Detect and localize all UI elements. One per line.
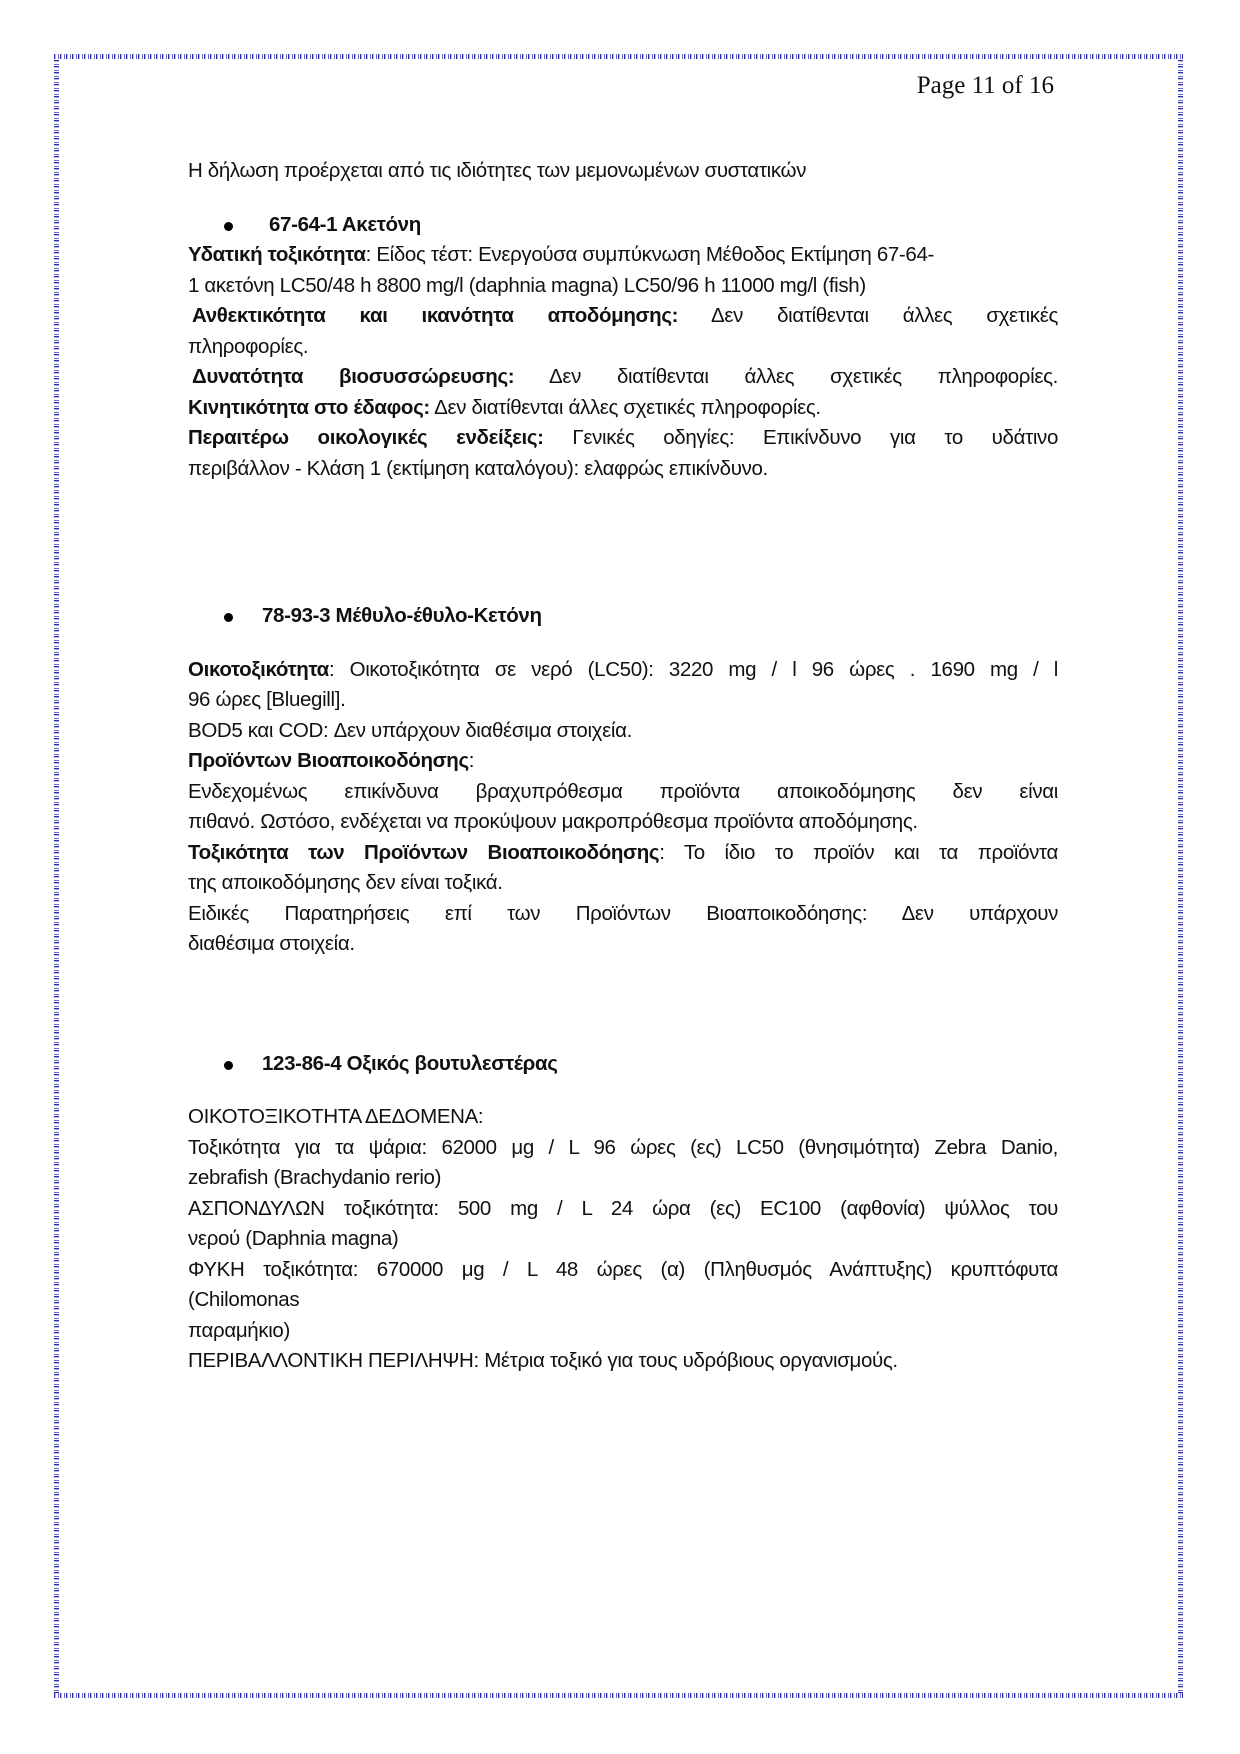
biodegradation-toxicity-cont: της αποικοδόμησης δεν είναι τοξικά. bbox=[188, 871, 503, 894]
persistence-degradability bbox=[188, 301, 1058, 332]
field-label: Κινητικότητα στο έδαφος: bbox=[188, 395, 430, 419]
field-value-cont: 1 ακετόνη LC50/48 h 8800 mg/l (daphnia magna) LC50/96 h 11000 mg/l (fish) bbox=[188, 273, 866, 297]
bullet-icon bbox=[224, 613, 233, 622]
section-heading bbox=[188, 210, 1058, 241]
section-heading bbox=[188, 1049, 1058, 1080]
special-remarks-line1: Ειδικές Παρατηρήσεις επί των Προϊόντων Βιοαποικοδόησης: Δεν υπάρχουν bbox=[188, 901, 1058, 925]
aquatic-toxicity bbox=[188, 240, 1058, 301]
special-remarks-line2: διαθέσιμα στοιχεία. bbox=[188, 932, 355, 955]
section-acetone bbox=[188, 210, 1058, 485]
ecotox-data-title: ΟΙΚΟΤΟΞΙΚΟΤΗΤΑ ΔΕΔΟΜΕΝΑ: bbox=[188, 1105, 484, 1128]
further-ecological-info-cont: περιβάλλον - Κλάση 1 (εκτίμηση καταλόγου): ελαφρώς επικίνδυνο. bbox=[188, 456, 768, 480]
field-value: : Οικοτοξικότητα σε νερό (LC50): 3220 mg / l 96 ώρες . 1690 mg / l bbox=[328, 657, 1058, 681]
algae-toxicity-line3: παραμήκιο) bbox=[188, 1318, 290, 1342]
degradation-products-line2: πιθανό. Ωστόσο, ενδέχεται να προκύψουν μακροπρόθεσμα προϊόντα αποδόμησης. bbox=[188, 810, 918, 833]
persistence-degradability-cont: πληροφορίες. bbox=[188, 334, 309, 358]
environmental-summary: ΠΕΡΙΒΑΛΛΟΝΤΙΚΗ ΠΕΡΙΛΗΨΗ: Μέτρια τοξικό για τους υδρόβιους οργανισμούς. bbox=[188, 1349, 898, 1372]
section-heading-text: 78-93-3 Μέθυλο-έθυλο-Κετόνη bbox=[262, 604, 542, 627]
section-heading-text: 67-64-1 Ακετόνη bbox=[269, 212, 421, 236]
bod-cod: BOD5 και COD: Δεν υπάρχουν διαθέσιμα στοιχεία. bbox=[188, 718, 632, 742]
biodegradation-toxicity bbox=[188, 838, 1058, 869]
bullet-icon bbox=[224, 1061, 233, 1070]
page-number: Page 11 of 16 bbox=[916, 72, 1054, 99]
field-value: : Το ίδιο το προϊόν και τα προϊόντα bbox=[659, 840, 1058, 864]
document-body bbox=[188, 156, 1058, 1377]
section-heading-text: 123-86-4 Οξικός βουτυλεστέρας bbox=[262, 1051, 558, 1075]
field-value: Δεν διατίθενται άλλες σχετικές bbox=[678, 304, 1059, 327]
field-label: Υδατική τοξικότητα bbox=[188, 243, 366, 266]
invertebrate-toxicity-line2: νερού (Daphnia magna) bbox=[188, 1227, 399, 1250]
bullet-icon bbox=[224, 222, 233, 231]
field-label: Τοξικότητα των Προϊόντων Βιοαποικοδόησης bbox=[188, 840, 660, 864]
biodegradation-products bbox=[188, 746, 1058, 777]
field-value: : Είδος τέστ: Ενεργούσα συμπύκνωση Μέθοδος Εκτίμηση 67-64- bbox=[365, 243, 934, 266]
section-heading bbox=[188, 601, 1058, 632]
field-label: Ανθεκτικότητα και ικανότητα αποδόμησης: bbox=[192, 304, 679, 327]
bioaccumulation bbox=[188, 362, 1058, 393]
algae-toxicity-line2: (Chilomonas bbox=[188, 1288, 300, 1311]
ecotoxicity bbox=[188, 655, 1058, 686]
soil-mobility bbox=[188, 393, 1058, 424]
degradation-products-line1: Ενδεχομένως επικίνδυνα βραχυπρόθεσμα προϊόντα αποικοδόμησης δεν είναι bbox=[188, 779, 1058, 803]
intro-statement: Η δήλωση προέρχεται από τις ιδιότητες των μεμονωμένων συστατικών bbox=[188, 159, 807, 182]
field-value: : bbox=[468, 749, 475, 772]
fish-toxicity-line2: zebrafish (Brachydanio rerio) bbox=[188, 1166, 442, 1189]
field-label: Προϊόντων Βιοαποικοδόησης bbox=[188, 749, 469, 772]
field-label: Δυνατότητα βιοσυσσώρευσης: bbox=[192, 365, 515, 388]
further-ecological-info bbox=[188, 423, 1058, 454]
invertebrate-toxicity-line1: ΑΣΠΟΝΔΥΛΩΝ τοξικότητα: 500 mg / L 24 ώρα (ες) EC100 (αφθονία) ψύλλος του bbox=[188, 1196, 1058, 1220]
section-mek bbox=[188, 601, 1058, 960]
field-label: Περαιτέρω οικολογικές ενδείξεις: bbox=[188, 426, 544, 449]
section-butyl-acetate bbox=[188, 1049, 1058, 1377]
ecotoxicity-cont: 96 ώρες [Bluegill]. bbox=[188, 688, 346, 711]
fish-toxicity-line1: Τοξικότητα για τα ψάρια: 62000 μg / L 96 ώρες (ες) LC50 (θνησιμότητα) Zebra Danio, bbox=[188, 1135, 1058, 1159]
field-label: Οικοτοξικότητα bbox=[188, 657, 329, 681]
field-value: Δεν διατίθενται άλλες σχετικές πληροφορίες. bbox=[514, 365, 1058, 388]
algae-toxicity-line1: ΦΥΚΗ τοξικότητα: 670000 μg / L 48 ώρες (α) (Πληθυσμός Ανάπτυξης) κρυπτόφυτα bbox=[188, 1257, 1058, 1281]
field-value: Δεν διατίθενται άλλες σχετικές πληροφορίες. bbox=[429, 395, 821, 419]
field-value: Γενικές οδηγίες: Επικίνδυνο για το υδάτινο bbox=[543, 426, 1058, 449]
